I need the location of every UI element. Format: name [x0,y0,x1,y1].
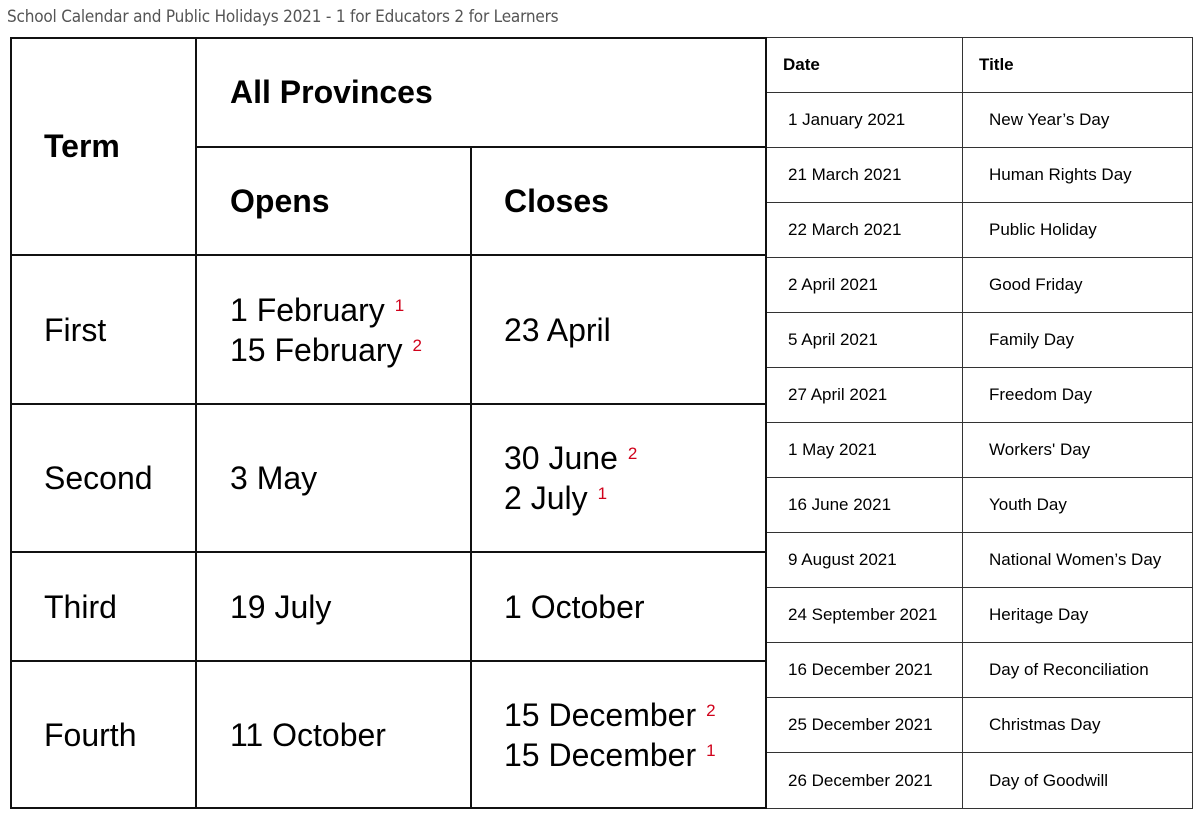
date-line: 1 October [504,588,645,625]
date-line: 15 February $^2$ [230,331,422,368]
footnote-mark: 2 [412,335,422,355]
holiday-title: Public Holiday [989,220,1097,239]
holiday-title: Good Friday [989,275,1083,294]
holiday-title: Heritage Day [989,605,1089,624]
term-header [44,39,120,254]
table-row [767,588,1192,643]
holiday-title: New Year’s Day [989,110,1110,129]
closes-cell [504,256,611,403]
holiday-title: Christmas Day [989,715,1101,734]
table-row [767,258,1192,313]
footnote-mark: 1 [394,295,405,315]
date-line: 11 October [230,716,386,753]
term-cell [44,256,106,403]
holidays-header-row [767,38,1192,93]
table-row [767,643,1192,698]
opens-cell [230,405,317,551]
date-line: 30 June $^2$ [504,440,638,476]
title-header: Title [979,55,1014,74]
holiday-date: 27 April 2021 [788,385,888,404]
group-header-text: All Provinces [230,74,433,110]
opens-header [230,148,330,254]
holiday-date: 26 December 2021 [788,770,933,790]
table-row [767,753,1192,808]
holiday-title: Workers' Day [989,440,1091,459]
term-name: Fourth [44,716,137,753]
holiday-title: Freedom Day [989,385,1092,404]
date-header: Date [783,55,820,74]
holiday-title: National Women’s Day [989,550,1162,569]
footnote-mark: 2 [627,444,638,463]
table-row [767,423,1192,478]
holiday-date: 25 December 2021 [788,715,933,734]
holiday-date: 24 September 2021 [788,605,938,624]
footnote-mark: 1 [597,484,608,503]
table-row [767,313,1192,368]
holiday-date: 1 January 2021 [788,110,906,129]
holiday-date: 9 August 2021 [788,550,897,569]
date-line: 1 February $^1$ [230,291,405,328]
closes-cell [504,553,645,660]
term-cell [44,662,136,807]
opens-cell [230,553,331,660]
holiday-date: 1 May 2021 [788,440,877,459]
holiday-title: Day of Reconciliation [989,660,1149,679]
closes-header-text: Closes [504,182,609,219]
holiday-date: 2 April 2021 [788,275,878,294]
term-cell [44,405,153,551]
grid-line [12,551,765,553]
terms-table [10,37,767,809]
date-line: 23 April [504,311,611,348]
term-header-text: Term [44,128,120,164]
page-title: School Calendar and Public Holidays 2021 - 1 for Educators 2 for Learners [7,7,559,27]
table-row [767,203,1192,258]
footnote-mark: 2 [706,700,716,720]
term-name: Third [44,588,117,625]
date-line: 15 December $^2$ [504,696,716,733]
holiday-title: Human Rights Day [989,165,1132,184]
holidays-table [767,37,1193,809]
opens-header-text: Opens [230,182,330,219]
table-row [767,478,1192,533]
closes-header [504,148,609,254]
holiday-title: Day of Goodwill [989,770,1109,790]
table-row [767,533,1192,588]
holiday-title: Youth Day [989,495,1067,514]
opens-cell [230,662,386,807]
table-row [767,93,1192,148]
term-name: Second [44,460,153,496]
date-line: 2 July $^1$ [504,480,608,516]
table-row [767,368,1192,423]
closes-cell [504,662,716,807]
table-row [767,148,1192,203]
holiday-date: 16 June 2021 [788,495,892,514]
date-line: 15 December $^1$ [504,736,716,773]
date-line: 3 May [230,460,318,496]
term-cell [44,553,117,660]
closes-cell [504,405,637,551]
holiday-date: 21 March 2021 [788,165,902,184]
table-row [767,698,1192,753]
grid-line [470,146,472,807]
holiday-title: Family Day [989,330,1075,349]
holiday-date: 16 December 2021 [788,660,933,679]
grid-line [195,39,197,807]
term-name: First [44,311,107,348]
opens-cell [230,256,422,403]
date-line: 19 July [230,588,332,625]
holiday-date: 22 March 2021 [788,220,902,239]
footnote-mark: 1 [706,740,716,760]
group-header [230,39,433,146]
holiday-date: 5 April 2021 [788,330,878,349]
